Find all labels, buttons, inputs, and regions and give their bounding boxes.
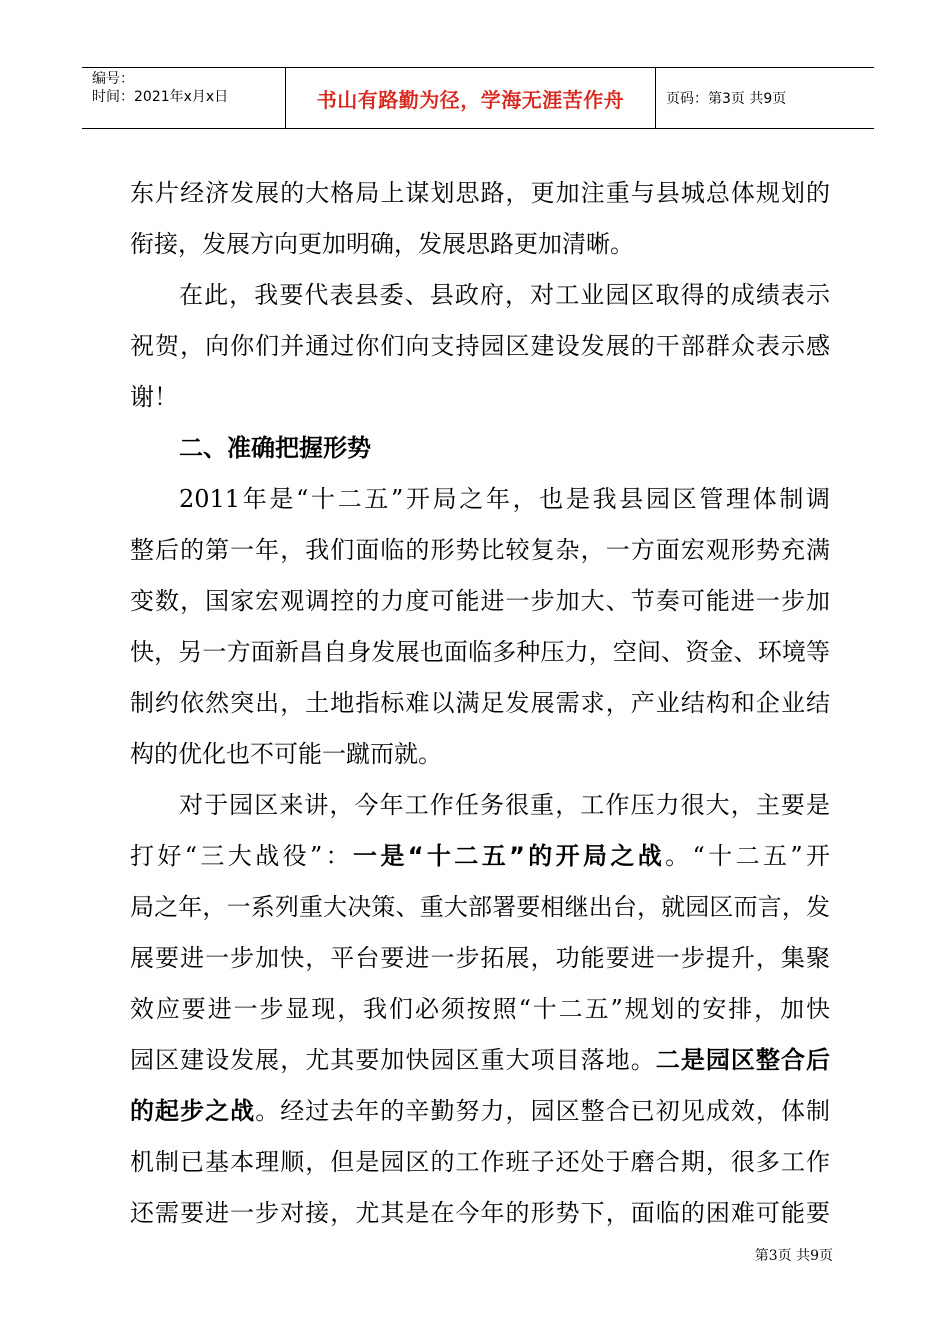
header-motto: 书山有路勤为径，学海无涯苦作舟	[286, 68, 656, 128]
document-body	[130, 168, 830, 1239]
text-line	[130, 831, 830, 882]
bold-text-run: 二是园区整合后	[655, 1046, 831, 1074]
text-line: 构的优化也不可能一蹴而就。	[130, 740, 442, 768]
doc-time-label: 时间：2021年x月x日	[92, 89, 229, 105]
text-run: 。经过去年的辛勤努力，园区整合已初见成效，体制	[255, 1097, 831, 1125]
bold-text-run: 一是“十二五”的开局之战	[353, 842, 666, 870]
text-line: 在此，我要代表县委、县政府，对工业园区取得的成绩表示	[179, 281, 830, 309]
header-page-number: 页码：第3页 共9页	[666, 91, 787, 107]
text-line: 变数，国家宏观调控的力度可能进一步加大、节奏可能进一步加	[130, 587, 830, 615]
text-line: 还需要进一步对接，尤其是在今年的形势下，面临的困难可能要	[130, 1199, 830, 1227]
text-line	[130, 1086, 830, 1137]
header-meta	[82, 68, 286, 128]
text-run: 园区建设发展，尤其要加快园区重大项目落地。	[130, 1046, 656, 1074]
text-line: 效应要进一步显现，我们必须按照“十二五”规划的安排，加快	[130, 995, 830, 1023]
text-line: 快，另一方面新昌自身发展也面临多种压力，空间、资金、环境等	[130, 638, 830, 666]
text-line: 谢！	[130, 383, 178, 411]
bold-text-run: 的起步之战	[130, 1097, 256, 1125]
text-line: 机制已基本理顺，但是园区的工作班子还处于磨合期，很多工作	[130, 1148, 830, 1176]
text-line: 2011年是“十二五”开局之年，也是我县园区管理体制调	[179, 485, 830, 513]
page-footer: 第3页 共9页	[754, 1248, 833, 1264]
text-line: 衔接，发展方向更加明确，发展思路更加清晰。	[130, 230, 634, 258]
page-header	[82, 67, 874, 129]
text-run: 打好“三大战役”：	[130, 842, 353, 870]
text-line: 制约依然突出，土地指标难以满足发展需求，产业结构和企业结	[130, 689, 830, 717]
text-line: 祝贺，向你们并通过你们向支持园区建设发展的干部群众表示感	[130, 332, 830, 360]
text-line: 展要进一步加快，平台要进一步拓展，功能要进一步提升，集聚	[130, 944, 830, 972]
text-run: 。“十二五”开	[665, 842, 830, 870]
doc-number-label: 编号：	[92, 71, 134, 87]
text-line	[130, 1035, 830, 1086]
text-line: 对于园区来讲，今年工作任务很重，工作压力很大，主要是	[179, 791, 830, 819]
text-line: 局之年，一系列重大决策、重大部署要相继出台，就园区而言，发	[130, 893, 830, 921]
text-line: 东片经济发展的大格局上谋划思路，更加注重与县城总体规划的	[130, 179, 830, 207]
section-heading: 二、准确把握形势	[179, 434, 371, 462]
text-line: 整后的第一年，我们面临的形势比较复杂，一方面宏观形势充满	[130, 536, 830, 564]
